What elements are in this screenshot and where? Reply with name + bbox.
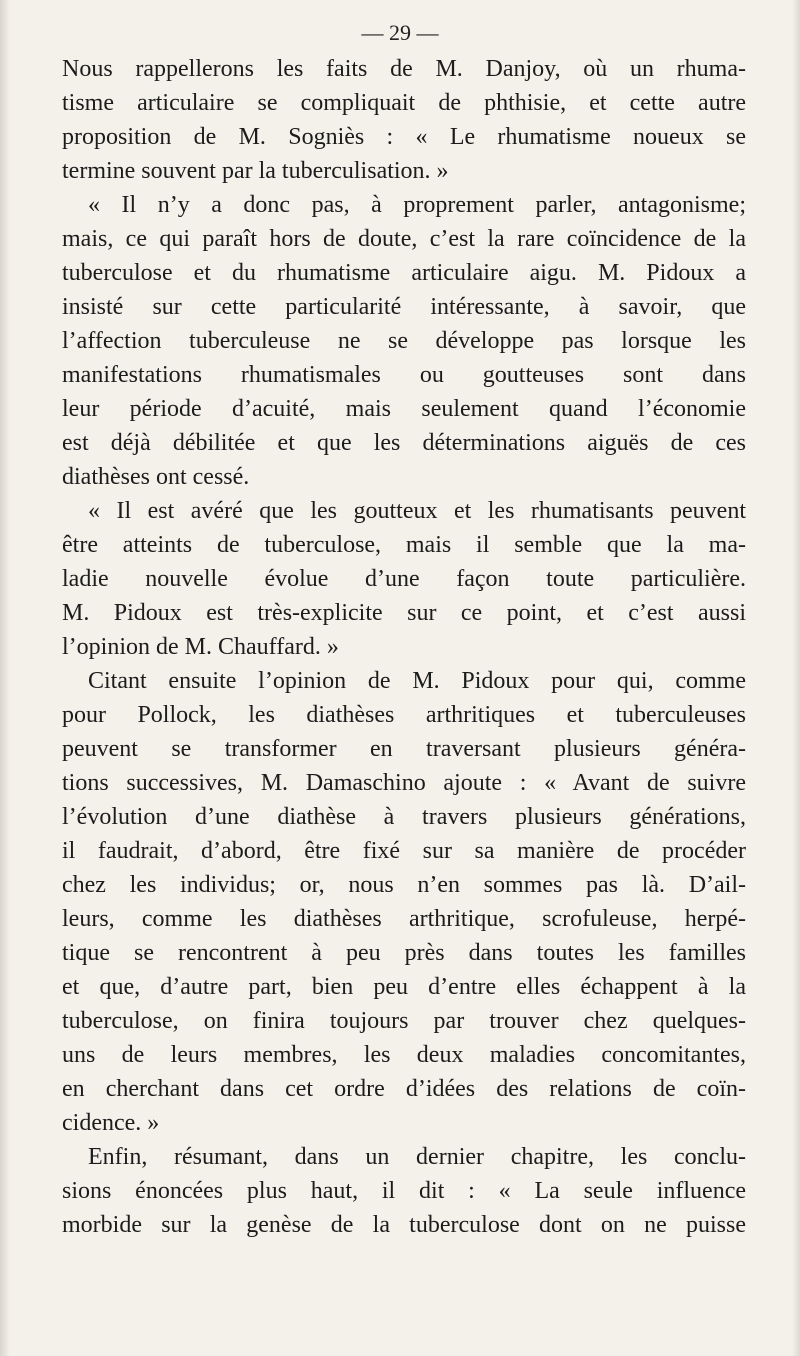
text-line: leurs, comme les diathèses arthritique, scrofuleuse, herpé- — [62, 906, 746, 932]
text-line: proposition de M. Sogniès : « Le rhumatisme noueux se — [62, 124, 746, 150]
text-line: tuberculose, on finira toujours par trouver chez quelques- — [62, 1008, 746, 1034]
text-line: et que, d’autre part, bien peu d’entre elles échappent à la — [62, 974, 746, 1000]
text-line: tions successives, M. Damaschino ajoute : « Avant de suivre — [62, 770, 746, 796]
text-line: en cherchant dans cet ordre d’idées des relations de coïn- — [62, 1076, 746, 1102]
text-line: être atteints de tuberculose, mais il semble que la ma- — [62, 532, 746, 558]
text-line: l’opinion de M. Chauffard. » — [62, 634, 339, 660]
text-line: ladie nouvelle évolue d’une façon toute particulière. — [62, 566, 746, 592]
text-line: il faudrait, d’abord, être fixé sur sa manière de procéder — [62, 838, 746, 864]
text-line: leur période d’acuité, mais seulement quand l’économie — [62, 396, 746, 422]
text-line: M. Pidoux est très-explicite sur ce point, et c’est aussi — [62, 600, 746, 626]
text-line: diathèses ont cessé. — [62, 464, 250, 490]
text-line: tisme articulaire se compliquait de phthisie, et cette autre — [62, 90, 746, 116]
text-line: mais, ce qui paraît hors de doute, c’est la rare coïncidence de la — [62, 226, 746, 252]
text-line: termine souvent par la tuberculisation. » — [62, 158, 449, 184]
text-line: uns de leurs membres, les deux maladies concomitantes, — [62, 1042, 746, 1068]
text-line: pour Pollock, les diathèses arthritiques et tuberculeuses — [62, 702, 746, 728]
text-line: tuberculose et du rhumatisme articulaire aigu. M. Pidoux a — [62, 260, 746, 286]
text-line: est déjà débilitée et que les déterminations aiguës de ces — [62, 430, 746, 456]
text-line: sions énoncées plus haut, il dit : « La seule influence — [62, 1178, 746, 1204]
text-line: insisté sur cette particularité intéressante, à savoir, que — [62, 294, 746, 320]
text-line: chez les individus; or, nous n’en sommes pas là. D’ail- — [62, 872, 746, 898]
text-line: l’évolution d’une diathèse à travers plusieurs générations, — [62, 804, 746, 830]
text-line: Nous rappellerons les faits de M. Danjoy, où un rhuma- — [62, 56, 746, 82]
text-line: « Il n’y a donc pas, à proprement parler, antagonisme; — [88, 192, 746, 218]
text-line: peuvent se transformer en traversant plusieurs généra- — [62, 736, 746, 762]
text-line: « Il est avéré que les goutteux et les rhumatisants peuvent — [88, 498, 746, 524]
text-line: Enfin, résumant, dans un dernier chapitre, les conclu- — [88, 1144, 746, 1170]
page-edge-right — [792, 0, 800, 1356]
page-edge-left — [0, 0, 10, 1356]
text-line: morbide sur la genèse de la tuberculose dont on ne puisse — [62, 1212, 746, 1238]
body-text — [62, 52, 746, 1242]
text-line: manifestations rhumatismales ou goutteuses sont dans — [62, 362, 746, 388]
text-line: cidence. » — [62, 1110, 160, 1136]
page-number: — 29 — — [361, 20, 439, 45]
text-line: tique se rencontrent à peu près dans toutes les familles — [62, 940, 746, 966]
text-line: l’affection tuberculeuse ne se développe pas lorsque les — [62, 328, 746, 354]
text-line: Citant ensuite l’opinion de M. Pidoux pour qui, comme — [88, 668, 746, 694]
